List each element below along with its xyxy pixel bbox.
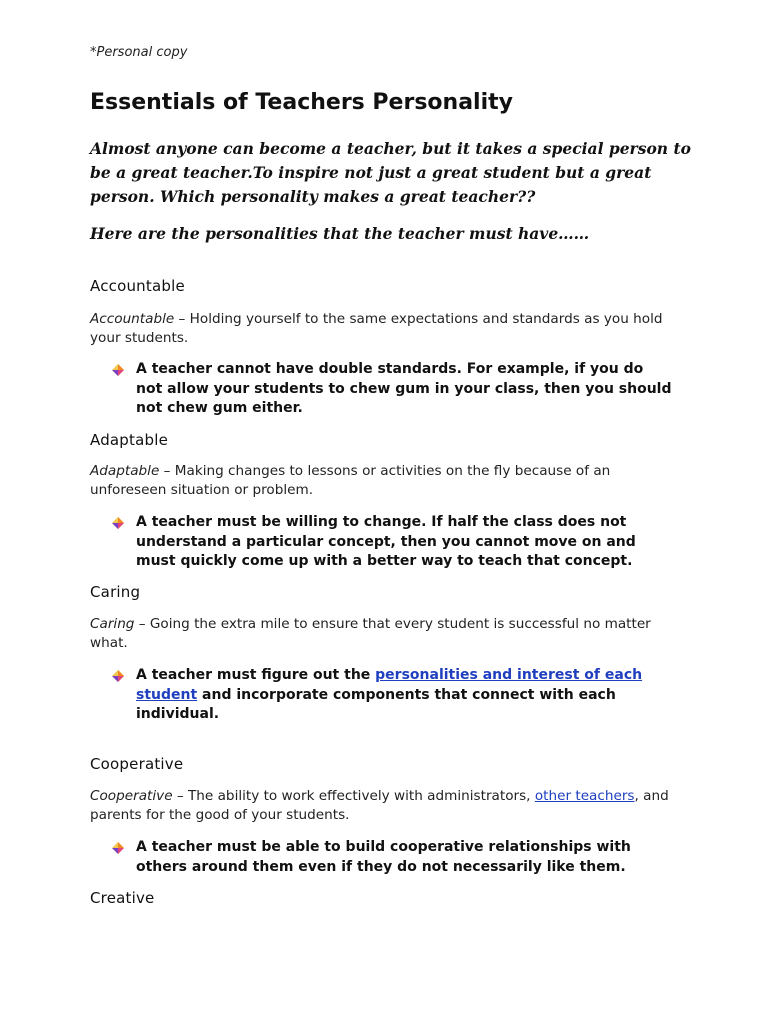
definition-adaptable — [90, 462, 690, 500]
definition-cooperative — [90, 787, 690, 825]
bullet-diamond-icon — [112, 670, 124, 682]
intro-paragraph: Almost anyone can become a teacher, but it takes a special person to be a great teacher.To inspire not just a great student but a great person. Which personality makes a great teacher?? — [90, 139, 691, 206]
bullet-text: A teacher cannot have double standards. For example, if you do not allow your students to chew gum in your class, then you should not chew gum either. — [136, 361, 672, 416]
bullet-diamond-icon — [112, 364, 124, 376]
personal-copy-note: *Personal copy — [90, 45, 188, 60]
definition-text-before: – The ability to work effectively with administrators, — [172, 788, 535, 804]
section-heading-accountable: Accountable — [90, 277, 185, 295]
definition-caring — [90, 615, 690, 653]
section-heading-cooperative: Cooperative — [90, 755, 184, 773]
other-teachers-link[interactable]: other teachers — [534, 788, 635, 804]
definition-term: Accountable — [90, 311, 175, 327]
bullet-text — [136, 666, 672, 725]
definition-term: Cooperative — [90, 788, 173, 804]
section-heading-creative: Creative — [90, 889, 155, 907]
lead-sentence: Here are the personalities that the teacher must have…… — [90, 224, 590, 243]
personalities-interest-link[interactable]: personalities and interest of each student — [136, 667, 643, 703]
definition-text: – Making changes to lessons or activities on the fly because of an unforeseen situation or problem. — [90, 463, 611, 498]
bullet-text: A teacher must be willing to change. If half the class does not understand a particular concept, then you cannot move on and must quickly come up with a better way to teach that concept. — [136, 514, 636, 569]
bullet-item-adaptable — [112, 513, 672, 572]
document-title: Essentials of Teachers Personality — [90, 90, 513, 115]
definition-text: – Going the extra mile to ensure that every student is successful no matter what. — [90, 616, 651, 651]
bullet-text-after: and incorporate components that connect with each individual. — [136, 686, 616, 722]
bullet-text-before: A teacher must figure out the — [136, 667, 376, 683]
section-heading-caring: Caring — [90, 583, 141, 601]
bullet-item-caring — [112, 666, 672, 725]
definition-accountable — [90, 310, 690, 348]
section-heading-adaptable: Adaptable — [90, 431, 169, 449]
bullet-diamond-icon — [112, 517, 124, 529]
definition-text-after: , and parents for the good of your students. — [90, 788, 669, 823]
bullet-text: A teacher must be able to build cooperative relationships with others around them even if they do not necessarily like them. — [136, 839, 631, 875]
definition-text: – Holding yourself to the same expectations and standards as you hold your students. — [90, 311, 663, 346]
definition-term: Adaptable — [90, 463, 160, 479]
bullet-item-accountable — [112, 360, 672, 419]
definition-term: Caring — [90, 616, 135, 632]
bullet-item-cooperative — [112, 838, 672, 877]
bullet-diamond-icon — [112, 842, 124, 854]
